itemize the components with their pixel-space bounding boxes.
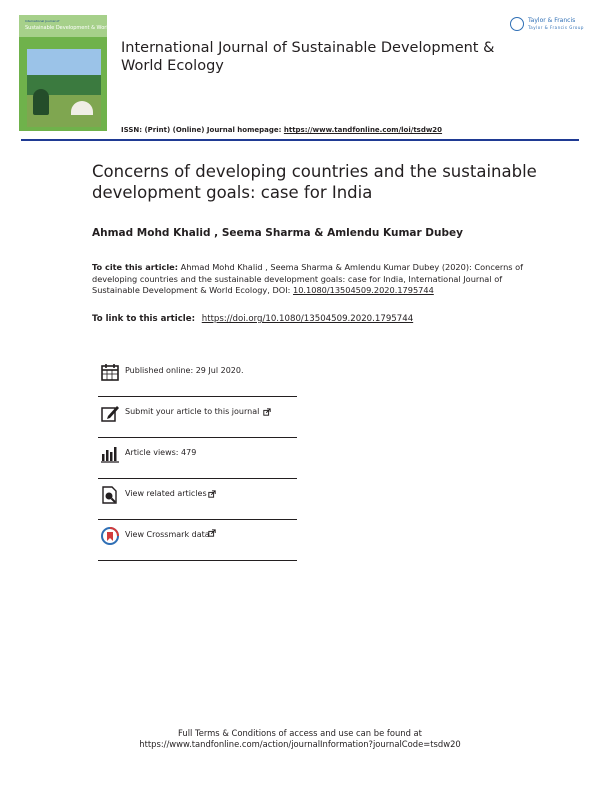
info-row-views: [98, 438, 297, 479]
header-divider: [21, 139, 579, 141]
crossmark-icon: [100, 526, 120, 546]
info-row-submit[interactable]: [98, 397, 297, 438]
issn-label: ISSN: (Print) (Online) Journal homepage:: [121, 126, 282, 134]
external-link-icon: [208, 529, 216, 537]
citation-label: To cite this article:: [92, 262, 178, 272]
cover-title-text: Sustainable Development & World Ecology: [25, 25, 133, 31]
search-document-icon: [100, 485, 120, 505]
edit-icon: [100, 403, 120, 423]
footer-terms: [0, 728, 600, 750]
info-row-published: [98, 356, 297, 397]
journal-cover-image: [19, 15, 133, 131]
external-link-icon: [208, 490, 216, 498]
publisher-name: Taylor & Francis: [528, 17, 576, 24]
citation-block: [92, 262, 542, 297]
info-row-related[interactable]: [98, 479, 297, 520]
submit-article-link[interactable]: Submit your article to this journal: [125, 407, 260, 416]
citation-text: Ahmad Mohd Khalid , Seema Sharma & Amlendu Kumar Dubey (2020): Concerns of developing countries and the sustainable development goals: case for India, International Journal of Sustainable Development & World Ecology, DOI:: [92, 262, 524, 296]
published-date-text: Published online: 29 Jul 2020.: [125, 366, 244, 375]
publisher-tagline: Taylor & Francis Group: [528, 25, 584, 30]
publisher-ring-icon: [510, 17, 524, 31]
article-doi-url[interactable]: https://doi.org/10.1080/13504509.2020.1795744: [201, 314, 414, 324]
journal-title: International Journal of Sustainable Development & World Ecology: [121, 40, 495, 74]
article-authors: Ahmad Mohd Khalid , Seema Sharma & Amlendu Kumar Dubey: [92, 227, 463, 239]
bar-chart-icon: [100, 444, 120, 464]
crossmark-data-link[interactable]: View Crossmark data: [125, 530, 210, 539]
issn-line: [121, 126, 442, 134]
footer-line-1: Full Terms & Conditions of access and use can be found at: [178, 728, 422, 738]
cover-small-text: International Journal of: [25, 19, 60, 23]
external-link-icon: [263, 408, 271, 416]
publisher-logo[interactable]: [510, 17, 586, 37]
article-views-text: Article views: 479: [125, 448, 197, 457]
calendar-icon: [100, 362, 120, 382]
article-link-line: [92, 314, 413, 324]
article-title: Concerns of developing countries and the sustainable development goals: case for India: [92, 162, 537, 202]
related-articles-link[interactable]: View related articles: [125, 489, 207, 498]
info-row-crossmark[interactable]: [98, 520, 297, 561]
journal-homepage-link[interactable]: https://www.tandfonline.com/loi/tsdw20: [283, 126, 443, 134]
footer-terms-link[interactable]: https://www.tandfonline.com/action/journalInformation?journalCode=tsdw20: [139, 739, 461, 749]
article-link-label: To link to this article:: [92, 314, 196, 324]
citation-doi-link[interactable]: 10.1080/13504509.2020.1795744: [293, 285, 434, 296]
